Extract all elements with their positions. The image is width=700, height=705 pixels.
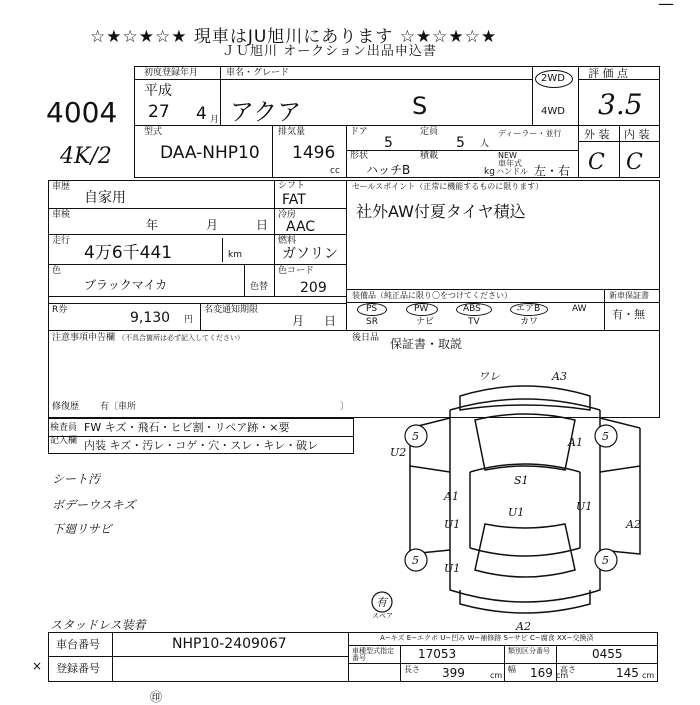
- mark-a3: A3: [552, 370, 567, 383]
- mark-tire-rr: 5: [602, 554, 609, 567]
- corner-mark: —: [658, 0, 674, 13]
- exterior-label: 外 装: [584, 128, 610, 141]
- height-unit: cm: [642, 671, 655, 680]
- lot-number: 4004: [46, 96, 118, 129]
- recycle-value: 9,130: [130, 310, 171, 326]
- displacement-value: 1496: [292, 143, 336, 163]
- length-value: 399: [442, 666, 465, 680]
- recycle-label: R券: [52, 305, 68, 315]
- width-label: 幅: [508, 665, 516, 674]
- inspection-year: 年: [146, 218, 159, 232]
- fuel-label: 燃料: [278, 236, 297, 246]
- dealer-label: ディーラー・並行: [498, 129, 562, 138]
- mark-tire-rl: 5: [412, 554, 419, 567]
- mileage-value: 4万6千441: [84, 243, 173, 263]
- equipment-navi: ナビ: [416, 317, 435, 327]
- category-label: 車種型式指定番号: [352, 647, 394, 662]
- color-label: 色: [52, 266, 62, 276]
- equipment-pw: PW: [414, 304, 429, 314]
- score-value: 3.5: [598, 88, 643, 121]
- equipment-aw: AW: [572, 304, 587, 314]
- equipment-ps: PS: [366, 304, 378, 314]
- mark-s1: S1: [514, 474, 529, 487]
- inspector-row2: 内装 キズ・汚レ・コゲ・穴・スレ・キレ・破レ: [84, 439, 319, 452]
- studless-note: スタッドレス装着: [50, 618, 146, 632]
- recycle-unit: 円: [184, 315, 194, 325]
- steering-label: ハンドル: [496, 167, 528, 176]
- new-warranty-value: 有・無: [612, 308, 645, 321]
- body-shape-label: 形状: [350, 151, 369, 161]
- length-label: 長さ: [404, 665, 420, 674]
- new-car-year-label: NEW車年式: [498, 151, 522, 168]
- mark-a2-rear: A2: [516, 620, 531, 633]
- mark-spare: 有: [376, 596, 387, 609]
- score-label: 評 価 点: [588, 67, 628, 80]
- height-value: 145: [616, 666, 639, 680]
- mark-tire-fr: 5: [602, 430, 609, 443]
- handwritten-note-1: シート汚: [52, 472, 101, 486]
- width-value: 169: [530, 666, 553, 680]
- interior-value: C: [626, 150, 643, 175]
- stamp-mark: ㊞: [150, 690, 163, 704]
- handwritten-note-3: 下廻リサビ: [52, 522, 112, 536]
- mark-tire-fl: 5: [412, 430, 419, 443]
- first-reg-month-unit: 月: [210, 115, 220, 125]
- capacity-unit: 人: [480, 139, 490, 149]
- mark-u1-right: U1: [576, 500, 593, 513]
- inspection-label: 車検: [52, 210, 71, 220]
- mileage-unit: km: [228, 250, 242, 260]
- class-value: 0455: [592, 647, 623, 661]
- exterior-value: C: [588, 150, 605, 175]
- repair-value: 有〔車所: [100, 402, 137, 412]
- selling-point-label: セールスポイント（正常に機能するものに限ります）: [352, 182, 544, 191]
- first-reg-label: 初度登録年月: [144, 68, 199, 78]
- first-reg-month: 4: [196, 104, 207, 124]
- color-code: 209: [300, 280, 327, 296]
- load-label: 積載: [420, 151, 439, 161]
- repair-label: 修復歴: [52, 402, 80, 412]
- equipment-sr: SR: [366, 317, 378, 327]
- mark-crack: ワレ: [478, 370, 500, 383]
- model-name: アクア: [230, 98, 302, 126]
- class-label: 類別区分番号: [508, 647, 550, 655]
- capacity-value: 5: [456, 135, 465, 151]
- mark-u1-center: U1: [508, 506, 525, 519]
- equipment-airbag: エアB: [516, 304, 541, 314]
- car-damage-diagram: [372, 360, 660, 640]
- mark-u1-rear: U1: [444, 562, 461, 575]
- chassis-value: NHP10-2409067: [172, 636, 287, 652]
- chassis-label: 車台番号: [56, 638, 100, 651]
- mark-u2: U2: [390, 446, 407, 459]
- notice-day: 日: [324, 314, 337, 328]
- inspector-label-1: 検査員: [50, 423, 78, 433]
- accident-note: （不具合箇所は必ず記入してください）: [118, 334, 244, 342]
- fuel-value: ガソリン: [282, 246, 338, 262]
- documents-value: 保証書・取説: [390, 337, 463, 351]
- shift-label: シフト: [278, 181, 306, 191]
- usage-label: 車歴: [52, 182, 71, 192]
- color-value: ブラックマイカ: [84, 278, 168, 292]
- lot-handwritten: 4K/2: [60, 144, 112, 169]
- category-value: 17053: [418, 647, 457, 661]
- handwritten-note-2: ボデーウスキズ: [52, 498, 136, 512]
- accident-label: 注意事項申告欄: [52, 333, 116, 343]
- displacement-unit: cc: [330, 166, 340, 176]
- inspection-day: 日: [256, 218, 269, 232]
- ac-value: AAC: [286, 219, 316, 235]
- mark-a2-right: A2: [626, 518, 641, 531]
- selling-point-value: 社外AW付夏タイヤ積込: [356, 202, 526, 221]
- repair-close: 〕: [340, 402, 350, 412]
- interior-label: 内 装: [624, 128, 650, 141]
- doors-value: 5: [384, 135, 393, 151]
- ac-label: 冷房: [278, 210, 297, 220]
- load-unit: kg: [484, 167, 495, 177]
- model-label: 車名・グレード: [226, 68, 290, 78]
- equipment-label: 装備品（純正品に限り〇をつけてください）: [352, 291, 512, 300]
- equipment-abs: ABS: [463, 304, 481, 314]
- length-unit: cm: [490, 671, 503, 680]
- header-banner: ☆★☆★☆★ 現車はJU旭川にあります ☆★☆★☆★: [90, 27, 498, 47]
- usage-value: 自家用: [84, 190, 126, 206]
- first-reg-year: 27: [148, 102, 170, 122]
- notice-month: 月: [292, 314, 305, 328]
- registration-label: 登録番号: [56, 662, 100, 675]
- mileage-label: 走行: [52, 236, 71, 246]
- drive-4wd: 4WD: [541, 106, 565, 117]
- equipment-leather: カワ: [520, 317, 539, 327]
- inspection-month: 月: [206, 218, 219, 232]
- width-unit: cm: [556, 671, 569, 680]
- inspector-row1: FW キズ・飛石・ヒビ割・リペア跡・×要: [84, 421, 290, 434]
- type-label: 型式: [144, 127, 163, 137]
- color-code-label: 色コード: [278, 266, 315, 276]
- new-warranty-label: 新車保証書: [609, 291, 649, 300]
- header-title: ＪＵ旭川 オークション出品申込書: [222, 44, 437, 59]
- displacement-label: 排気量: [278, 127, 306, 137]
- steering-value: 左・右: [534, 164, 571, 178]
- mark-a1-right: A1: [568, 436, 583, 449]
- shift-value: FAT: [282, 192, 306, 208]
- equipment-tv: TV: [468, 317, 480, 327]
- inspector-label-2: 記入欄: [50, 436, 78, 446]
- registration-x: ×: [32, 659, 43, 673]
- body-shape-value: ハッチB: [366, 163, 411, 177]
- doors-label: ドア: [350, 127, 368, 137]
- documents-label: 後日品: [352, 333, 380, 343]
- capacity-label: 定員: [420, 127, 439, 137]
- model-grade: S: [412, 92, 428, 120]
- drive-2wd: 2WD: [541, 73, 565, 84]
- mark-u1-left: U1: [444, 518, 461, 531]
- color-paint-label: 色替: [250, 282, 269, 292]
- spare-label: スペア: [372, 612, 393, 620]
- first-reg-era: 平成: [144, 83, 172, 99]
- damage-legend: A−キズ E−エクボ U−凹み W−補修跡 S−サビ C−腐食 XX−交換済: [380, 634, 594, 642]
- mark-a1-left: A1: [444, 490, 459, 503]
- type-value: DAA-NHP10: [160, 143, 260, 163]
- height-label: 高さ: [560, 665, 576, 674]
- notice-label: 名変通知期限: [204, 305, 259, 315]
